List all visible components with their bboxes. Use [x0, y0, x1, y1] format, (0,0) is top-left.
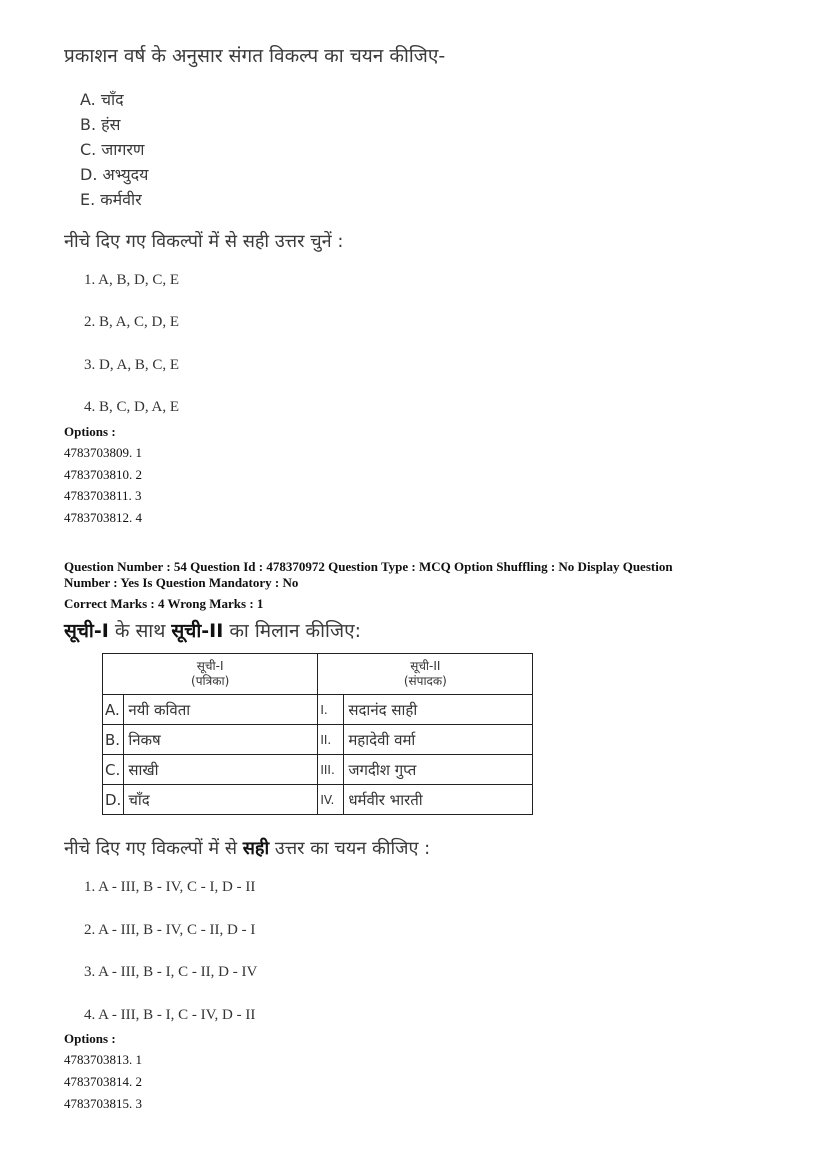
list-1-ref: सूची-I — [64, 620, 109, 642]
table-cell: C. — [103, 755, 124, 785]
question-1-instruction: नीचे दिए गए विकल्पों में से सही उत्तर चुनें : — [64, 231, 344, 252]
table-row — [103, 695, 533, 725]
question-meta-line-1: Question Number : 54 Question Id : 478370972 Question Type : MCQ Option Shuffling : No Display Question — [64, 559, 673, 574]
answer-choice-3: 3. A - III, B - I, C - II, D - IV — [84, 964, 258, 980]
question-1-text: प्रकाशन वर्ष के अनुसार संगत विकल्प का चयन कीजिए- — [64, 45, 446, 67]
table-cell: महादेवी वर्मा — [344, 725, 533, 755]
option-id: 4783703813. 1 — [64, 1052, 142, 1067]
question-2-text — [64, 617, 361, 643]
table-cell: साखी — [124, 755, 318, 785]
table-cell: II. — [318, 725, 344, 755]
table-cell: A. — [103, 695, 124, 725]
title-end: का मिलान कीजिए: — [223, 620, 361, 642]
header-subtext: (संपादक) — [403, 674, 447, 688]
instruction-text: नीचे दिए गए विकल्पों में से — [64, 838, 243, 859]
match-table — [102, 653, 533, 815]
table-cell: D. — [103, 785, 124, 815]
list-item: A. चाँद — [80, 90, 124, 109]
table-header-row — [103, 654, 533, 695]
table-row — [103, 725, 533, 755]
question-1-items — [80, 87, 148, 212]
table-row — [103, 785, 533, 815]
table-cell: चाँद — [124, 785, 318, 815]
title-connector: के साथ — [108, 620, 172, 642]
answer-choice-2: 2. B, A, C, D, E — [84, 314, 180, 330]
option-id: 4783703809. 1 — [64, 445, 142, 460]
table-cell: I. — [318, 695, 344, 725]
table-cell: नयी कविता — [124, 695, 318, 725]
table-cell: IV. — [318, 785, 344, 815]
question-meta-line-2: Number : Yes Is Question Mandatory : No — [64, 575, 299, 590]
table-header-list-2 — [318, 654, 533, 695]
instruction-emphasis: सही — [242, 838, 270, 859]
list-item: E. कर्मवीर — [80, 190, 142, 209]
option-id: 4783703810. 2 — [64, 467, 142, 482]
table-cell: धर्मवीर भारती — [344, 785, 533, 815]
table-cell: III. — [318, 755, 344, 785]
answer-choice-3: 3. D, A, B, C, E — [84, 357, 180, 373]
list-item: D. अभ्युदय — [80, 165, 149, 184]
table-cell: सदानंद साही — [344, 695, 533, 725]
answer-choice-2: 2. A - III, B - IV, C - II, D - I — [84, 922, 256, 938]
answer-choice-1: 1. A - III, B - IV, C - I, D - II — [84, 879, 256, 895]
list-2-ref: सूची-II — [171, 620, 224, 642]
instruction-text-end: उत्तर का चयन कीजिए : — [269, 838, 431, 859]
answer-choice-4: 4. B, C, D, A, E — [84, 399, 180, 415]
question-marks: Correct Marks : 4 Wrong Marks : 1 — [64, 596, 264, 611]
option-id: 4783703815. 3 — [64, 1096, 142, 1111]
table-cell: निकष — [124, 725, 318, 755]
list-item: C. जागरण — [80, 140, 145, 159]
answer-choice-4: 4. A - III, B - I, C - IV, D - II — [84, 1007, 256, 1023]
table-header-list-1 — [103, 654, 318, 695]
header-text: सूची-I — [196, 659, 224, 673]
list-item: B. हंस — [80, 115, 121, 134]
table-cell: जगदीश गुप्त — [344, 755, 533, 785]
option-id: 4783703812. 4 — [64, 510, 142, 525]
header-text: सूची-II — [410, 659, 441, 673]
options-label: Options : — [64, 1031, 116, 1046]
header-subtext: (पत्रिका) — [191, 674, 230, 688]
table-cell: B. — [103, 725, 124, 755]
option-id: 4783703814. 2 — [64, 1074, 142, 1089]
options-label: Options : — [64, 424, 116, 439]
answer-choice-1: 1. A, B, D, C, E — [84, 272, 180, 288]
table-row — [103, 755, 533, 785]
question-2-instruction — [64, 836, 430, 860]
option-id: 4783703811. 3 — [64, 488, 142, 503]
